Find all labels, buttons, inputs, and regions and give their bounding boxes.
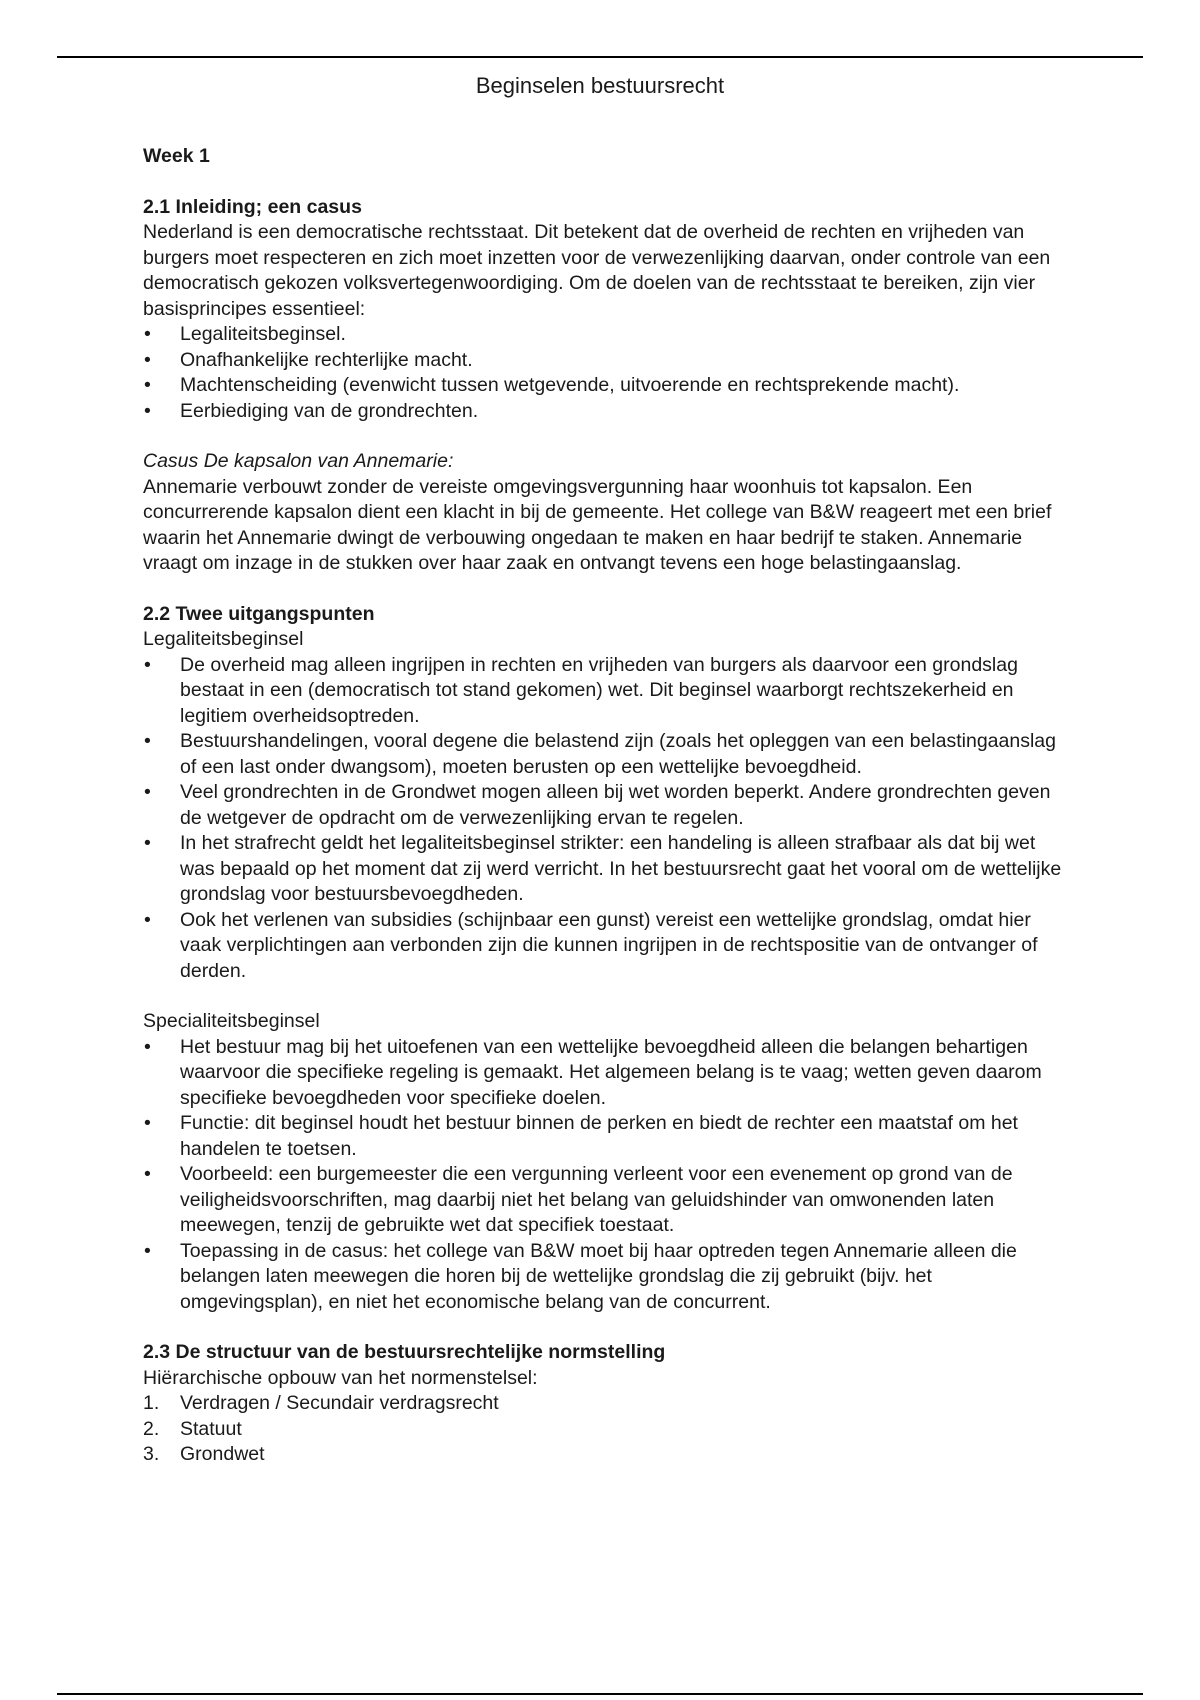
list-item: • Onafhankelijke rechterlijke macht. [143,348,1063,374]
list-number: 3. [143,1443,160,1465]
casus-title: Casus De kapsalon van Annemarie: [143,450,454,472]
specialiteit-list [143,1035,1063,1316]
list-item: • De overheid mag alleen ingrijpen in rechten en vrijheden van burgers als daarvoor een grondslag bestaat in een (democratisch tot stand gekomen) wet. Dit beginsel waarborgt rechtszekerheid en legitiem overheidsoptreden. [143,653,1063,730]
section-2-3-heading: 2.3 De structuur van de bestuursrechtelijke normstelling [143,1341,666,1363]
list-item: • Machtenscheiding (evenwicht tussen wetgevende, uitvoerende en rechtsprekende macht). [143,373,1063,399]
section-2-1-intro: Nederland is een democratische rechtsstaat. Dit betekent dat de overheid de rechten en vrijheden van burgers moet respecteren en zich moet inzetten voor de verwezenlijking daarvan, onder controle van een democratisch gekozen volksvertegenwoordiging. Om de doelen van de rechtsstaat te bereiken, zijn vier basisprincipes essentieel: [143,221,1051,320]
list-item: • Functie: dit beginsel houdt het bestuur binnen de perken en biedt de rechter een maatstaf om het handelen te toetsen. [143,1111,1063,1162]
list-text: Verdragen / Secundair verdragsrecht [180,1392,499,1414]
legaliteit-list [143,653,1063,985]
list-item: • Bestuurshandelingen, vooral degene die belastend zijn (zoals het opleggen van een belastingaanslag of een last onder dwangsom), moeten berusten op een wettelijke bevoegdheid. [143,729,1063,780]
section-2-3-intro: Hiërarchische opbouw van het normenstelsel: [143,1366,538,1389]
legaliteit-subheading: Legaliteitsbeginsel [143,628,304,650]
specialiteit-subheading: Specialiteitsbeginsel [143,1010,320,1032]
list-item: • Voorbeeld: een burgemeester die een vergunning verleent voor een evenement op grond van de veiligheidsvoorschriften, mag daarbij niet het belang van geluidshinder van omwonenden laten meewegen, tenzij de gebruikte wet dat specifiek toestaat. [143,1162,1063,1239]
list-item: • Het bestuur mag bij het uitoefenen van een wettelijke bevoegdheid alleen die belangen behartigen waarvoor die specifieke regeling is gemaakt. Het algemeen belang is te vaag; wetten geven daarom specifieke bevoegdheden voor specifieke doelen. [143,1035,1063,1112]
casus-text: Annemarie verbouwt zonder de vereiste omgevingsvergunning haar woonhuis tot kapsalon. Een concurrerende kapsalon dient een klacht in bij de gemeente. Het college van B&W reageert met een brief waarin het Annemarie dwingt de verbouwing ongedaan te maken en haar bedrijf te staken. Annemarie vraagt om inzage in de stukken over haar zaak en ontvangt tevens een hoge belastingaanslag. [143,475,1052,574]
week-heading: Week 1 [143,145,210,167]
list-item: • Veel grondrechten in de Grondwet mogen alleen bij wet worden beperkt. Andere grondrechten geven de wetgever de opdracht om de verwezenlijking ervan te regelen. [143,780,1063,831]
list-number: 1. [143,1392,160,1414]
header-rule [57,56,1143,58]
list-item [143,1417,1063,1443]
list-item [143,1391,1063,1417]
list-number: 2. [143,1417,160,1440]
footer-rule [57,1693,1143,1695]
list-item: • Legaliteitsbeginsel. [143,322,1063,348]
list-item: • In het strafrecht geldt het legaliteitsbeginsel strikter: een handeling is alleen strafbaar als dat bij wet was bepaald op het moment dat zij werd verricht. In het bestuursrecht gaat het vooral om de wettelijke grondslag voor bestuursbevoegdheden. [143,831,1063,908]
basic-principles-list [143,322,1063,424]
list-item: • Toepassing in de casus: het college van B&W moet bij haar optreden tegen Annemarie alleen die belangen laten meewegen die horen bij de wettelijke grondslag die zij gebruikt (bijv. het omgevingsplan), en niet het economische belang van de concurrent. [143,1239,1063,1316]
document-body [143,144,1063,1468]
list-item [143,1442,1063,1468]
list-text: Statuut [180,1417,242,1440]
list-item: • Eerbiediging van de grondrechten. [143,399,1063,425]
hierarchy-list [143,1391,1063,1468]
document-title: Beginselen bestuursrecht [475,73,725,98]
section-2-1-heading: 2.1 Inleiding; een casus [143,195,362,218]
list-item: • Ook het verlenen van subsidies (schijnbaar een gunst) vereist een wettelijke grondslag, omdat hier vaak verplichtingen aan verbonden zijn die kunnen ingrijpen in de rechtspositie van de ontvanger of derden. [143,908,1063,985]
section-2-2-heading: 2.2 Twee uitgangspunten [143,602,375,625]
list-text: Grondwet [180,1443,265,1465]
